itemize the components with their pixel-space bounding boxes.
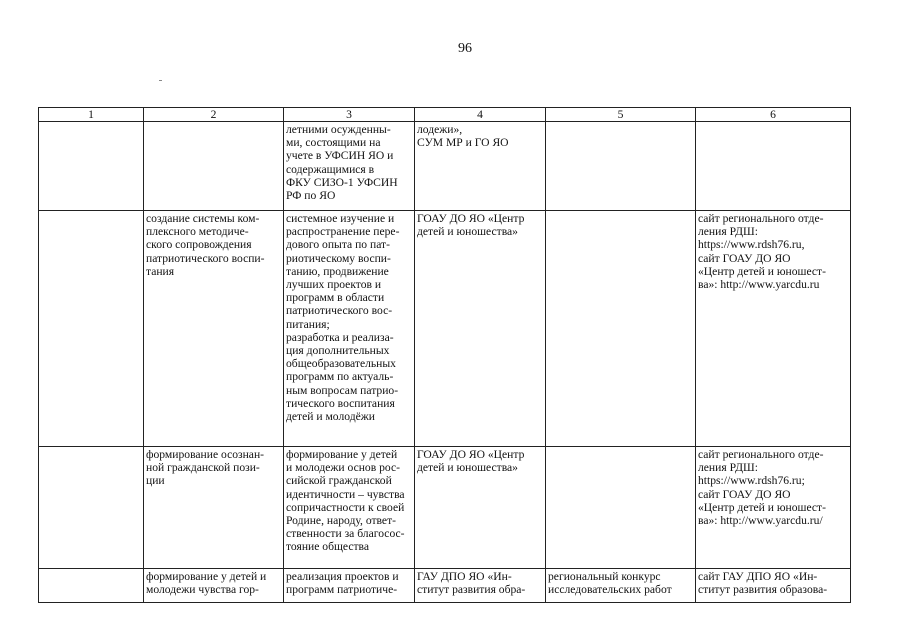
table-row: [39, 211, 851, 447]
table-cell: ГАУ ДПО ЯО «Ин- ститут развития обра-: [415, 569, 546, 603]
table-cell: системное изучение и распространение пере- дового опыта по пат- риотическому воспи- танию, продвижение лучших проектов и программ в области патриотического вос- питания; разработка и реализа- ция дополнительных общеобразовательных программ по актуаль- ным вопросам патрио- тического воспитания детей и молодёжи: [284, 211, 415, 447]
table-cell: лодежи», СУМ МР и ГО ЯО: [415, 122, 546, 211]
table-row: [39, 569, 851, 603]
column-number: 4: [415, 108, 546, 122]
table-header-row: [39, 108, 851, 122]
table-cell: ГОАУ ДО ЯО «Центр детей и юношества»: [415, 447, 546, 569]
scan-speck: [159, 80, 162, 81]
table-row: [39, 447, 851, 569]
table-cell: сайт регионального отде- ления РДШ: https://www.rdsh76.ru, сайт ГОАУ ДО ЯО «Центр детей и юношест- ва»: http://www.yarcdu.ru: [696, 211, 851, 447]
column-number: 5: [546, 108, 696, 122]
table-cell: [39, 122, 144, 211]
page-number: 96: [458, 41, 472, 56]
table-cell: региональный конкурс исследовательских работ: [546, 569, 696, 603]
table-cell: формирование у детей и молодежи основ рос- сийской гражданской идентичности – чувства сопричастности к своей Родине, народу, ответ- ственности за благосос- тояние общества: [284, 447, 415, 569]
table-cell: [144, 122, 284, 211]
table-row: [39, 122, 851, 211]
table-cell: [546, 122, 696, 211]
table-cell: [546, 447, 696, 569]
column-number: 3: [284, 108, 415, 122]
table-cell: формирование осознан- ной гражданской пози- ции: [144, 447, 284, 569]
table-cell: [696, 122, 851, 211]
table-cell: формирование у детей и молодежи чувства гор-: [144, 569, 284, 603]
table-cell: [39, 569, 144, 603]
table-cell: [39, 447, 144, 569]
table-cell: сайт регионального отде- ления РДШ: https://www.rdsh76.ru; сайт ГОАУ ДО ЯО «Центр детей и юношест- ва»: http://www.yarcdu.ru/: [696, 447, 851, 569]
table-cell: летними осужденны- ми, состоящими на учете в УФСИН ЯО и содержащимися в ФКУ СИЗО-1 УФСИН РФ по ЯО: [284, 122, 415, 211]
table-cell: ГОАУ ДО ЯО «Центр детей и юношества»: [415, 211, 546, 447]
document-table: [38, 107, 851, 603]
table-cell: реализация проектов и программ патриотиче-: [284, 569, 415, 603]
column-number: 6: [696, 108, 851, 122]
table-cell: создание системы ком- плексного методиче- ского сопровождения патриотического воспи- тания: [144, 211, 284, 447]
column-number: 1: [39, 108, 144, 122]
table-cell: сайт ГАУ ДПО ЯО «Ин- ститут развития образова-: [696, 569, 851, 603]
column-number: 2: [144, 108, 284, 122]
table-cell: [39, 211, 144, 447]
table-cell: [546, 211, 696, 447]
